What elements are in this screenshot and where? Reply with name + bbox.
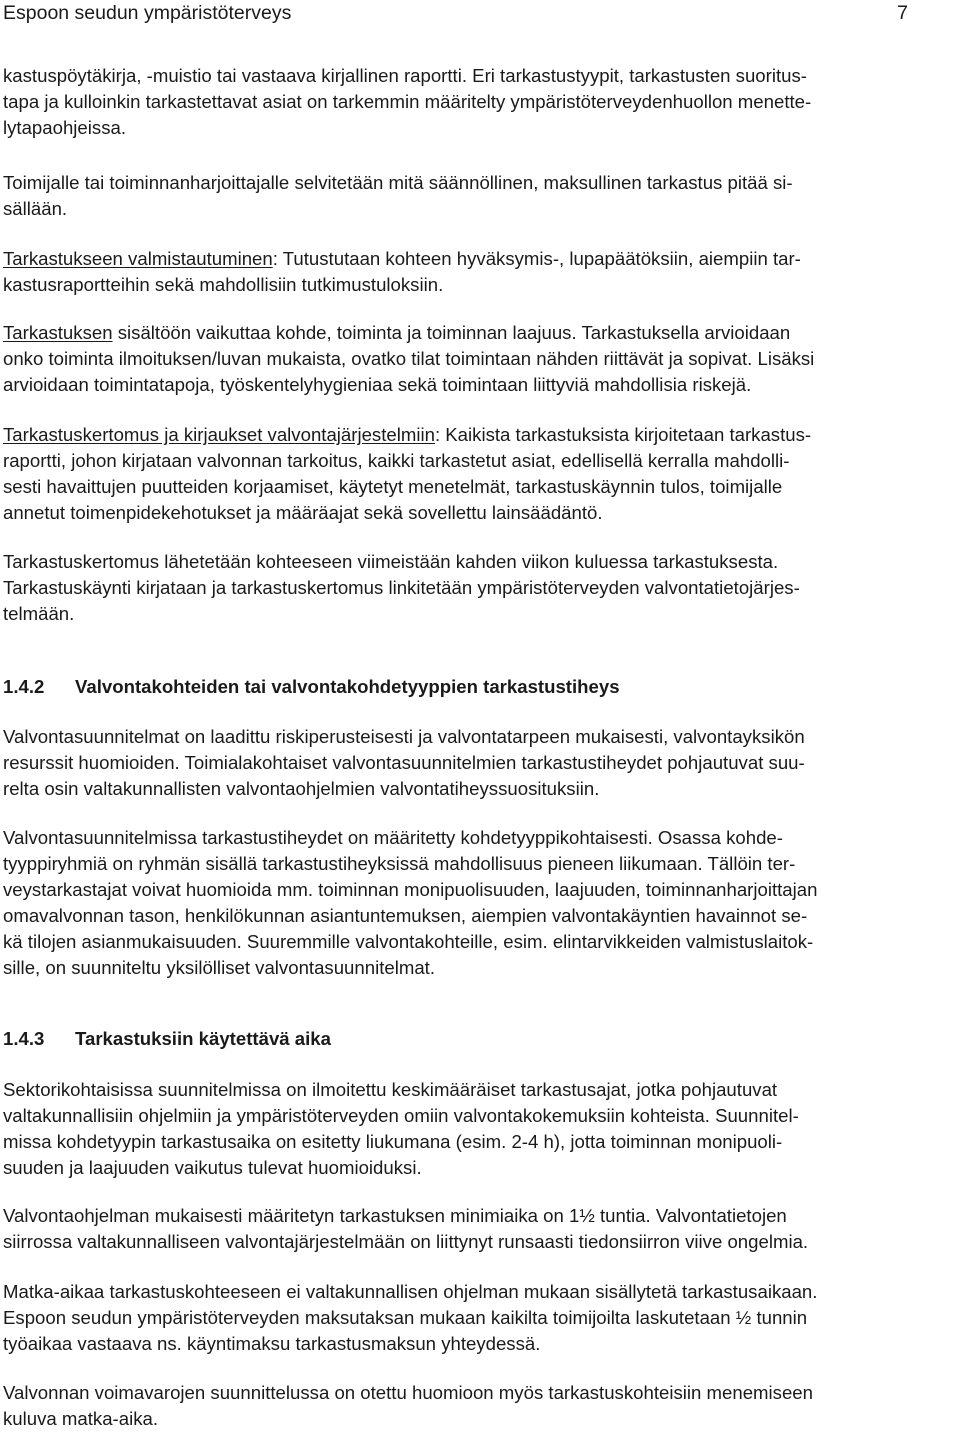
text-line: kä tilojen asianmukaisuuden. Suuremmille valvontakohteille, esim. elintarvikkeiden valmistuslaitok-	[3, 931, 814, 952]
text-line: telmään.	[3, 603, 75, 624]
section-title: Valvontakohteiden tai valvontakohdetyyppien tarkastustiheys	[75, 676, 620, 697]
section-heading-1-4-3	[3, 1026, 331, 1052]
paragraph-report-continuation	[3, 63, 958, 141]
text-line	[3, 422, 958, 448]
text-line: onko toiminta ilmoituksen/luvan mukaista, ovatko tilat toimintaan nähden riittävät ja sopivat. Lisäksi	[3, 348, 815, 369]
paragraph-minimum-time	[3, 1203, 958, 1255]
text-line: missa kohdetyypin tarkastusaika on esitetty liukumana (esim. 2-4 h), jotta toiminnan monipuoli-	[3, 1131, 783, 1152]
text-line: sesti havaittujen puutteiden korjaamiset, käytetyt menetelmät, tarkastuskäynnin tulos, toimijalle	[3, 476, 783, 497]
text-fragment: : Kaikista tarkastuksista kirjoitetaan tarkastus-	[434, 424, 812, 445]
text-line: sällään.	[3, 198, 68, 219]
page-number: 7	[897, 2, 908, 24]
paragraph-operator-info	[3, 170, 958, 222]
text-line: kastuspöytäkirja, -muistio tai vastaava kirjallinen raportti. Eri tarkastustyypit, tarkastusten suoritus-	[3, 65, 807, 86]
text-line: työaikaa vastaava ns. käyntimaksu tarkastusmaksun yhteydessä.	[3, 1333, 541, 1354]
text-line: kuluva matka-aika.	[3, 1408, 159, 1429]
paragraph-inspection-content	[3, 320, 958, 398]
text-line: arvioidaan toimintatapoja, työskentelyhygieniaa sekä toimintaan liittyviä mahdollisia riskejä.	[3, 374, 752, 395]
text-line: siirrossa valtakunnalliseen valvontajärjestelmään on liittynyt runsaasti tiedonsiirron viive ongelmia.	[3, 1231, 809, 1252]
text-line	[3, 246, 958, 272]
text-line: Valvontasuunnitelmat on laadittu riskiperusteisesti ja valvontatarpeen mukaisesti, valvontayksikön	[3, 726, 805, 747]
text-line: Tarkastuskäynti kirjataan ja tarkastuskertomus linkitetään ympäristöterveyden valvontatietojärjes-	[3, 577, 800, 598]
text-line: Matka-aikaa tarkastuskohteeseen ei valtakunnallisen ohjelman mukaan sisällytetä tarkastusaikaan.	[3, 1281, 818, 1302]
text-line: Tarkastuskertomus lähetetään kohteeseen viimeistään kahden viikon kuluessa tarkastuksesta.	[3, 551, 779, 572]
text-fragment: : Tutustutaan kohteen hyväksymis-, lupapäätöksiin, aiempiin tar-	[272, 248, 801, 269]
text-line: resurssit huomioiden. Toimialakohtaiset valvontasuunnitelmien tarkastustiheydet pohjautuvat suu-	[3, 752, 805, 773]
text-line: raportti, johon kirjataan valvonnan tarkoitus, kaikki tarkastetut asiat, edellisellä kerralla mahdolli-	[3, 450, 790, 471]
text-line: suuden ja laajuuden vaikutus tulevat huomioiduksi.	[3, 1157, 422, 1178]
text-line: lytapaohjeissa.	[3, 117, 127, 138]
paragraph-risk-based-plans	[3, 724, 958, 802]
paragraph-inspection-report	[3, 422, 958, 526]
paragraph-average-inspection-times	[3, 1077, 958, 1181]
section-heading-1-4-2	[3, 674, 620, 700]
text-line: Espoon seudun ympäristöterveyden maksutaksan mukaan kaikilta toimijoilta laskutetaan ½ tunnin	[3, 1307, 808, 1328]
text-line: Sektorikohtaisissa suunnitelmissa on ilmoitettu keskimääräiset tarkastusajat, jotka pohjautuvat	[3, 1079, 778, 1100]
page-header	[3, 2, 958, 24]
text-line: valtakunnallisiin ohjelmiin ja ympäristöterveyden omiin valvontakokemuksiin kohteista. Suunnitel-	[3, 1105, 799, 1126]
text-line: annetut toimenpidekehotukset ja määräajat sekä sovellettu lainsäädäntö.	[3, 502, 603, 523]
text-line: tyyppiryhmiä on ryhmän sisällä tarkastustiheyksissä mahdollisuus pieneen liikumaan. Tällöin ter-	[3, 853, 796, 874]
paragraph-travel-time	[3, 1279, 958, 1357]
text-line: kastusraportteihin sekä mahdollisiin tutkimustuloksiin.	[3, 274, 444, 295]
section-number: 1.4.3	[3, 1028, 45, 1049]
underlined-term: Tarkastuksen	[3, 322, 113, 343]
text-line: omavalvonnan tason, henkilökunnan asiantuntemuksen, aiempien valvontakäyntien havainnot se-	[3, 905, 808, 926]
text-line: Toimijalle tai toiminnanharjoittajalle selvitetään mitä säännöllinen, maksullinen tarkastus pitää si-	[3, 172, 793, 193]
section-title: Tarkastuksiin käytettävä aika	[75, 1028, 331, 1049]
paragraph-report-delivery	[3, 549, 958, 627]
header-title: Espoon seudun ympäristöterveys	[3, 2, 292, 24]
text-line: tapa ja kulloinkin tarkastettavat asiat on tarkemmin määritelty ympäristöterveydenhuollon menette-	[3, 91, 812, 112]
text-line: Valvontasuunnitelmissa tarkastustiheydet on määritetty kohdetyyppikohtaisesti. Osassa kohde-	[3, 827, 783, 848]
text-line: Valvonnan voimavarojen suunnittelussa on otettu huomioon myös tarkastuskohteisiin menemiseen	[3, 1382, 813, 1403]
underlined-term: Tarkastuskertomus ja kirjaukset valvontajärjestelmiin	[3, 424, 435, 445]
text-line: veystarkastajat voivat huomioida mm. toiminnan monipuolisuuden, laajuuden, toiminnanharjoittajan	[3, 879, 818, 900]
paragraph-inspection-frequency	[3, 825, 958, 981]
paragraph-resource-planning	[3, 1380, 958, 1432]
text-line	[3, 320, 958, 346]
text-line: relta osin valtakunnallisten valvontaohjelmien valvontatiheyssuosituksiin.	[3, 778, 600, 799]
text-line: sille, on suunniteltu yksilölliset valvontasuunnitelmat.	[3, 957, 436, 978]
text-fragment: sisältöön vaikuttaa kohde, toiminta ja toiminnan laajuus. Tarkastuksella arvioidaan	[112, 322, 791, 343]
paragraph-inspection-preparation	[3, 246, 958, 298]
underlined-term: Tarkastukseen valmistautuminen	[3, 248, 273, 269]
section-number: 1.4.2	[3, 676, 45, 697]
text-line: Valvontaohjelman mukaisesti määritetyn tarkastuksen minimiaika on 1½ tuntia. Valvontatietojen	[3, 1205, 787, 1226]
